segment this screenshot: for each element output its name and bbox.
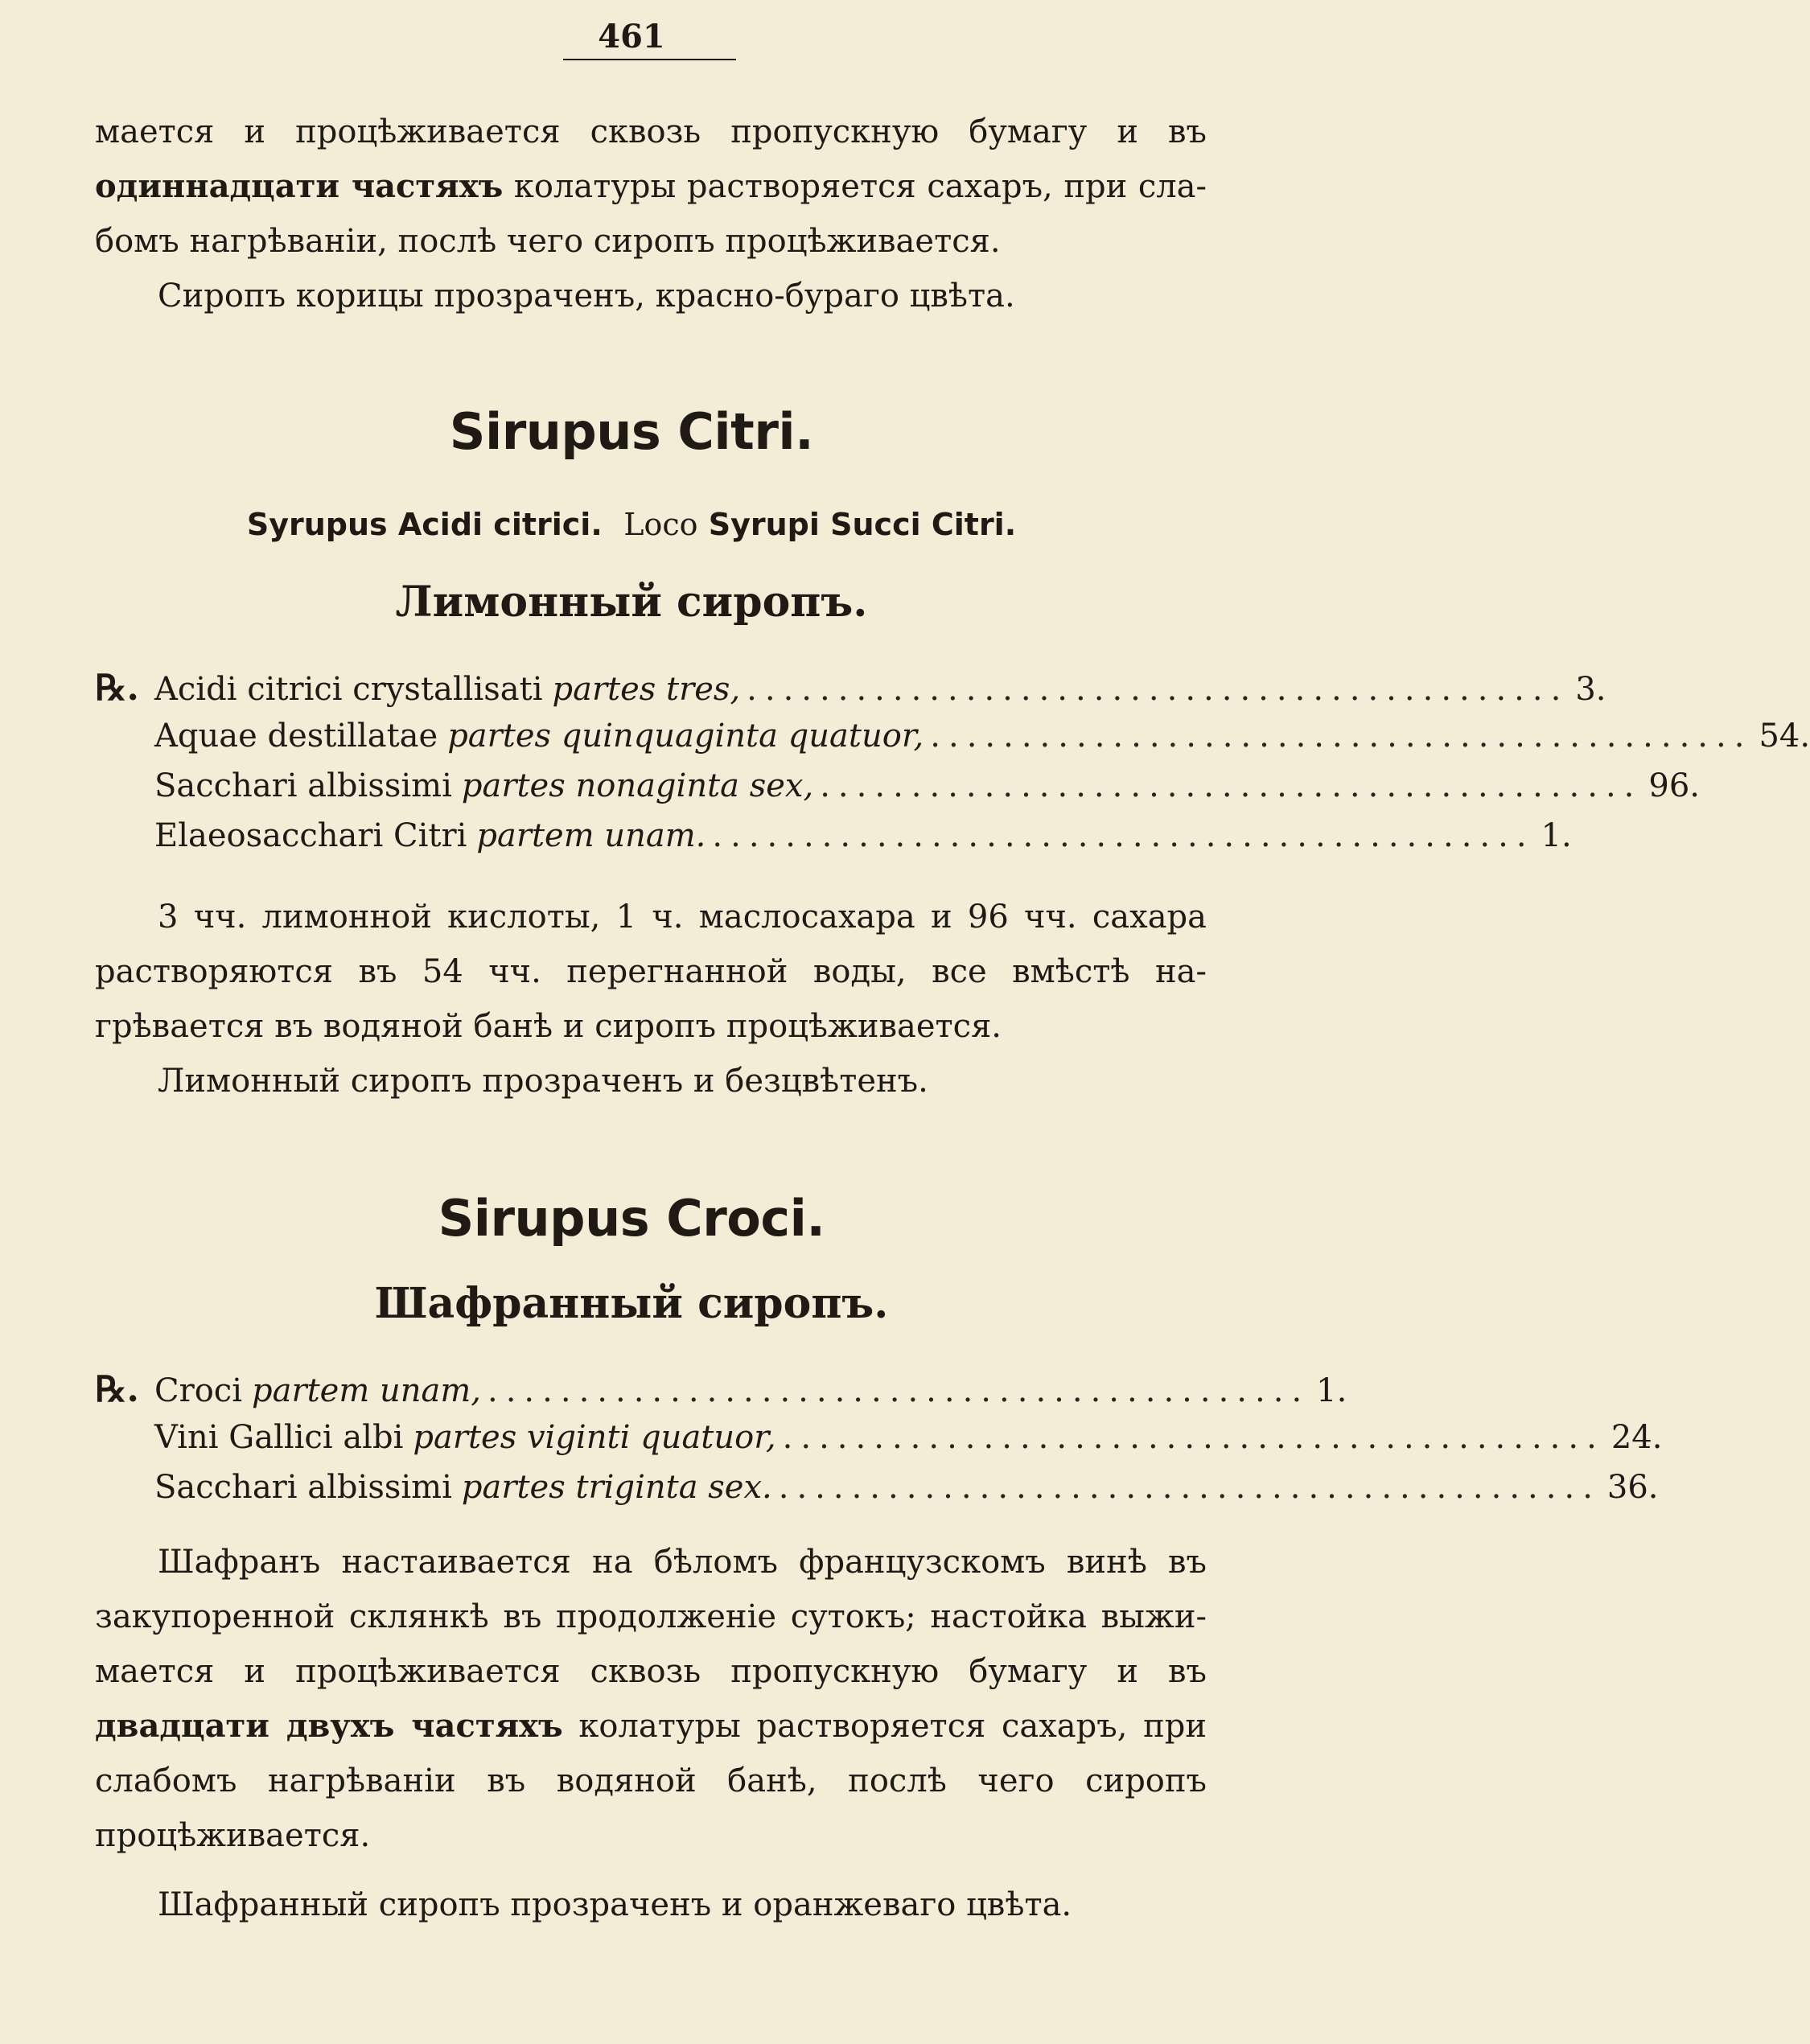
croci-ingredient-row — [95, 1419, 1663, 1469]
citri-synonym-loco: Loco — [623, 507, 698, 542]
citri-ingredient-row — [95, 767, 1700, 817]
ingredient-name: Vini Gallici albi — [154, 1419, 404, 1456]
croci-method-line5: слабомъ нагрѣваніи въ водяной банѣ, послѣ чего сиропъ — [95, 1762, 1207, 1799]
ingredient-name: Acidi citrici crystallisati — [154, 671, 543, 708]
croci-title: Sirupus Croci. — [438, 1189, 825, 1248]
ingredient-amount: 24. — [1610, 1419, 1663, 1456]
citri-recipe — [95, 668, 1810, 867]
ingredient-name: Elaeosacchari Citri — [154, 817, 467, 854]
recipe-symbol: ℞. — [95, 1369, 139, 1410]
citri-ingredient-row — [95, 817, 1572, 867]
croci-method-line4 — [95, 1699, 1207, 1754]
ingredient-quantity: partes viginti quatuor, — [413, 1419, 776, 1456]
croci-method-line4-rest: колатуры растворяется сахаръ, при — [562, 1708, 1207, 1745]
cinnamon-syrup-note: Сиропъ корицы прозраченъ, красно-бураго цвѣта. — [158, 278, 1015, 315]
ingredient-amount: 1. — [1541, 817, 1572, 854]
ingredient-name: Aquae destillatae — [154, 718, 438, 755]
ingredient-name: Croci — [154, 1372, 243, 1409]
leader-dots: ............................................. — [930, 718, 1753, 755]
continued-paragraph-line3: бомъ нагрѣваніи, послѣ чего сиропъ процѣживается. — [95, 223, 1001, 260]
page-number: 461 — [598, 18, 665, 56]
ingredient-quantity: partes quinquaginta quatuor, — [447, 718, 924, 755]
bold-phrase-eleven-parts: одиннадцати частяхъ — [95, 167, 504, 205]
citri-synonym-c: Syrupi Succi Citri. — [708, 507, 1017, 542]
ingredient-name: Sacchari albissimi — [154, 1469, 452, 1506]
leader-dots: ............................................. — [778, 1469, 1601, 1506]
ingredient-amount: 96. — [1648, 767, 1700, 804]
croci-ingredient-row — [95, 1469, 1659, 1519]
croci-method-line6: процѣживается. — [95, 1817, 371, 1854]
croci-russian-title: Шафранный сиропъ. — [374, 1279, 889, 1328]
croci-method-line3: мается и процѣживается сквозь пропускную бумагу и въ — [95, 1653, 1207, 1690]
ingredient-amount: 54. — [1759, 718, 1810, 755]
citri-russian-title: Лимонный сиропъ. — [395, 578, 868, 627]
citri-title: Sirupus Citri. — [449, 402, 814, 461]
croci-recipe — [95, 1369, 1663, 1519]
continued-paragraph-line2 — [95, 159, 1207, 214]
ingredient-amount: 3. — [1575, 671, 1606, 708]
croci-method-line2: закупоренной склянкѣ въ продолженіе сутокъ; настойка выжи- — [95, 1598, 1207, 1635]
croci-note: Шафранный сиропъ прозраченъ и оранжеваго цвѣта. — [158, 1886, 1072, 1923]
citri-note: Лимонный сиропъ прозраченъ и безцвѣтенъ. — [158, 1063, 928, 1100]
ingredient-quantity: partem unam. — [476, 817, 706, 854]
ingredient-name: Sacchari albissimi — [154, 767, 452, 804]
ingredient-quantity: partes nonaginta sex, — [461, 767, 814, 804]
continued-paragraph-line2-rest: колатуры растворяется сахаръ, при сла- — [503, 168, 1207, 205]
ingredient-amount: 1. — [1316, 1372, 1347, 1409]
croci-ingredient-row — [95, 1369, 1347, 1419]
citri-synonym-a: Syrupus Acidi citrici. — [246, 507, 603, 542]
ingredient-amount: 36. — [1606, 1469, 1659, 1506]
bold-phrase-twenty-two-parts: двадцати двухъ частяхъ — [95, 1707, 563, 1745]
leader-dots: ............................................. — [782, 1419, 1605, 1456]
ingredient-quantity: partes triginta sex. — [461, 1469, 772, 1506]
citri-method-line1: 3 чч. лимонной кислоты, 1 ч. маслосахара и 96 чч. сахара — [158, 899, 1207, 936]
leader-dots: ............................................. — [487, 1372, 1310, 1409]
leader-dots: ............................................. — [747, 671, 1569, 708]
ingredient-quantity: partes tres, — [552, 671, 741, 708]
ingredient-quantity: partem unam, — [252, 1372, 481, 1409]
citri-method-line2: растворяются въ 54 чч. перегнанной воды, все вмѣстѣ на- — [95, 953, 1207, 990]
citri-ingredient-row — [95, 668, 1606, 718]
leader-dots: ............................................. — [712, 817, 1535, 854]
citri-ingredient-row — [95, 718, 1810, 767]
recipe-symbol: ℞. — [95, 668, 139, 709]
citri-method-line3: грѣвается въ водяной банѣ и сиропъ процѣживается. — [95, 1008, 1002, 1045]
continued-paragraph-line1: мается и процѣживается сквозь пропускную бумагу и въ — [95, 113, 1207, 150]
leader-dots: ............................................. — [820, 767, 1643, 804]
page-number-rule — [563, 59, 736, 60]
citri-synonyms — [0, 507, 1263, 542]
croci-method-line1: Шафранъ настаивается на бѣломъ французскомъ винѣ въ — [158, 1544, 1207, 1581]
